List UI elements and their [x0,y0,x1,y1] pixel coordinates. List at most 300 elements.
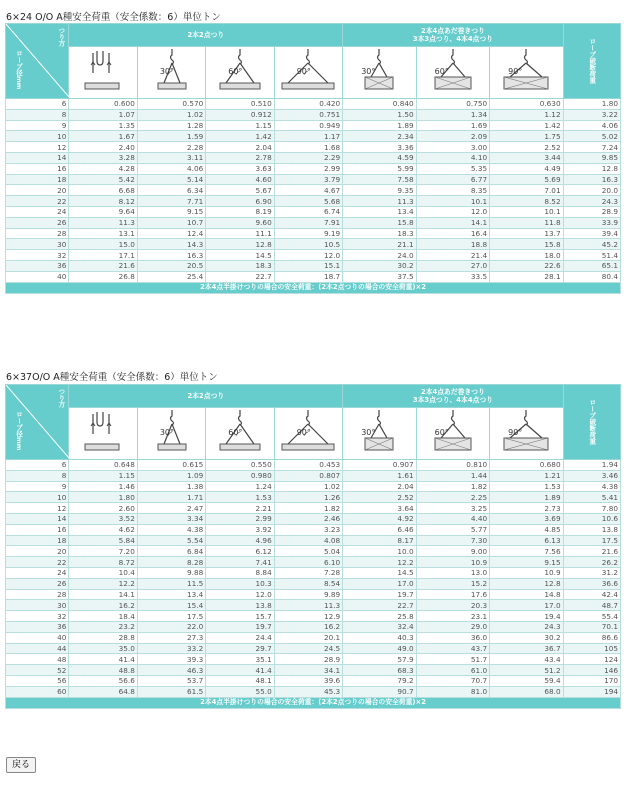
table-cell: 13.8 [563,524,620,535]
table-cell: 24.0 [343,250,416,261]
table-cell: 20.0 [563,185,620,196]
table-cell: 80.4 [563,271,620,282]
table-cell: 5.41 [563,492,620,503]
table-cell: 21.6 [563,546,620,557]
table-cell: 68.0 [490,686,563,697]
table-cell: 2.34 [343,131,416,142]
sling-illustration-4 [343,408,416,460]
table-cell: 56.6 [69,675,137,686]
table-cell: 0.615 [137,460,205,471]
table-cell: 12.0 [274,250,342,261]
table-cell: 0.420 [274,99,342,110]
angle-label: 60° [228,428,243,437]
load-table-6x24 [5,23,621,294]
table-cell: 1.94 [563,460,620,471]
table-cell: 18.3 [343,228,416,239]
table-cell: 40 [6,271,69,282]
table-cell: 5.67 [206,185,274,196]
table-cell: 2.60 [69,503,137,514]
table-cell: 30 [6,239,69,250]
sling-illustration-6 [490,408,563,460]
table-cell: 68.3 [343,665,416,676]
table-row [6,665,621,676]
table-cell: 14 [6,513,69,524]
breaking-load-header: ロープ破断荷重 [563,24,620,99]
table-cell: 3.11 [137,152,205,163]
table-row [6,271,621,282]
table-cell: 13.1 [69,228,137,239]
corner-label-bottom: ロープ径mm [15,50,23,90]
table-cell: 7.24 [563,142,620,153]
table-row [6,470,621,481]
table-cell: 7.56 [490,546,563,557]
table-cell: 1.46 [69,481,137,492]
table-cell: 39.3 [137,654,205,665]
sling-illustration-5 [416,47,489,99]
table-cell: 1.53 [490,481,563,492]
table-cell: 124 [563,654,620,665]
table-row [6,142,621,153]
table-cell: 1.15 [69,470,137,481]
table-cell: 0.750 [416,99,489,110]
table-cell: 17.0 [343,578,416,589]
table-cell: 12.9 [274,611,342,622]
table-cell: 2.28 [137,142,205,153]
table-cell: 15.8 [343,217,416,228]
table-row [6,492,621,503]
table-cell: 49.0 [343,643,416,654]
table-cell: 10.0 [343,546,416,557]
table-row [6,185,621,196]
table-cell: 1.68 [274,142,342,153]
table-cell: 10.9 [490,567,563,578]
table-row [6,600,621,611]
table-row [6,206,621,217]
table-cell: 6 [6,99,69,110]
table-cell: 9.89 [274,589,342,600]
table-cell: 70.1 [563,621,620,632]
table-cell: 1.21 [490,470,563,481]
table-cell: 0.680 [490,460,563,471]
table-cell: 11.3 [69,217,137,228]
table-cell: 14.3 [137,239,205,250]
table-cell: 0.648 [69,460,137,471]
corner-label-bottom: ロープ径mm [15,411,23,451]
table-cell: 0.840 [343,99,416,110]
table-cell: 10.1 [416,196,489,207]
table-cell: 6.68 [69,185,137,196]
table-cell: 16.4 [416,228,489,239]
table-cell: 7.20 [69,546,137,557]
table-cell: 7.28 [274,567,342,578]
table-cell: 1.42 [490,120,563,131]
table-cell: 2.04 [206,142,274,153]
table-cell: 61.0 [416,665,489,676]
table-row [6,152,621,163]
table-cell: 10.4 [69,567,137,578]
group-header-multi [343,24,563,47]
table-cell: 146 [563,665,620,676]
table-cell: 12.2 [343,557,416,568]
table-cell: 8.35 [416,185,489,196]
table-cell: 55.0 [206,686,274,697]
table-cell: 21.6 [69,260,137,271]
table-cell: 1.12 [490,109,563,120]
angle-label: 30° [361,428,376,437]
table-cell: 7.58 [343,174,416,185]
table-cell: 0.630 [490,99,563,110]
table-cell: 5.69 [490,174,563,185]
table-row [6,250,621,261]
table-cell: 1.34 [416,109,489,120]
table-row [6,109,621,120]
table-cell: 0.949 [274,120,342,131]
angle-label: 60° [228,67,243,76]
table-row [6,174,621,185]
table-cell: 0.550 [206,460,274,471]
table-cell: 25.8 [343,611,416,622]
table-cell: 29.7 [206,643,274,654]
group-header-multi [343,385,563,408]
table-cell: 1.07 [69,109,137,120]
angle-label: 30° [159,428,175,437]
table-cell: 26 [6,578,69,589]
table-cell: 24.3 [490,621,563,632]
table-cell: 0.600 [69,99,137,110]
table-footer-note: 2本4点半掛けつりの場合の安全荷重：(2本2点つりの場合の安全荷重)×2 [6,282,621,293]
table-row [6,686,621,697]
table-cell: 13.0 [416,567,489,578]
table-cell: 0.453 [274,460,342,471]
table-cell: 1.80 [563,99,620,110]
table-cell: 8 [6,109,69,120]
table-cell: 9.15 [137,206,205,217]
table-cell: 1.02 [274,481,342,492]
table-cell: 1.09 [137,470,205,481]
table-cell: 1.69 [416,120,489,131]
table-cell: 16.3 [137,250,205,261]
table-cell: 3.44 [490,152,563,163]
table-cell: 4.06 [563,120,620,131]
table-row [6,589,621,600]
table-row [6,546,621,557]
table-cell: 2.73 [490,503,563,514]
table-cell: 3.92 [206,524,274,535]
table-cell: 3.69 [490,513,563,524]
table-cell: 1.17 [274,131,342,142]
table-cell: 18 [6,174,69,185]
angle-label: 90° [508,67,523,76]
table-row [6,503,621,514]
table-cell: 14.1 [416,217,489,228]
table-cell: 8.19 [206,206,274,217]
table-cell: 29.0 [416,621,489,632]
sling-illustration-2 [206,47,274,99]
table-cell: 18.4 [69,611,137,622]
table-cell: 10.9 [416,557,489,568]
table-cell: 3.36 [343,142,416,153]
corner-cell [6,24,69,99]
table-cell: 4.62 [69,524,137,535]
table-cell: 15.8 [490,239,563,250]
table-cell: 2.52 [490,142,563,153]
table-cell: 1.38 [137,481,205,492]
table-cell: 1.53 [206,492,274,503]
table-cell: 12.8 [206,239,274,250]
table-cell: 6.10 [274,557,342,568]
table-cell: 0.510 [206,99,274,110]
table-cell: 6.46 [343,524,416,535]
table-cell: 51.4 [563,250,620,261]
table-cell: 64.8 [69,686,137,697]
table-cell: 8.52 [490,196,563,207]
table-cell: 70.7 [416,675,489,686]
table-row [6,621,621,632]
table-cell: 4.06 [137,163,205,174]
table-cell: 8.84 [206,567,274,578]
table-cell: 1.82 [274,503,342,514]
table-cell: 11.3 [343,196,416,207]
table-cell: 3.23 [274,524,342,535]
table-cell: 1.24 [206,481,274,492]
table-cell: 0.907 [343,460,416,471]
table-cell: 5.84 [69,535,137,546]
table-cell: 33.5 [416,271,489,282]
table-cell: 19.7 [343,589,416,600]
table-cell: 2.46 [274,513,342,524]
table-cell: 13.7 [490,228,563,239]
table-cell: 56 [6,675,69,686]
table-cell: 45.3 [274,686,342,697]
sling-illustration-5 [416,408,489,460]
sling-illustration-4 [343,47,416,99]
table-cell: 4.28 [69,163,137,174]
table-cell: 34.1 [274,665,342,676]
table-cell: 27.0 [416,260,489,271]
table-cell: 4.40 [416,513,489,524]
table-cell: 24 [6,206,69,217]
table-cell: 48.1 [206,675,274,686]
table-cell: 1.89 [343,120,416,131]
table-cell: 9.64 [69,206,137,217]
table-cell: 32.4 [343,621,416,632]
group-header-multi-line2: 3本3点つり、4本4点つり [412,35,493,43]
table-cell: 79.2 [343,675,416,686]
table-cell: 12.8 [490,578,563,589]
table-cell: 1.15 [206,120,274,131]
table-cell: 44 [6,643,69,654]
table-cell: 6.77 [416,174,489,185]
corner-label-top: つり方 [57,27,66,47]
table-cell: 48.8 [69,665,137,676]
table-cell: 3.63 [206,163,274,174]
table-cell: 17.5 [137,611,205,622]
table-cell: 55.4 [563,611,620,622]
table-cell: 17.6 [416,589,489,600]
table-row [6,675,621,686]
table-cell: 21.1 [343,239,416,250]
table-row [6,524,621,535]
table-cell: 52 [6,665,69,676]
table-cell: 33.2 [137,643,205,654]
table-cell: 16 [6,524,69,535]
table-cell: 60 [6,686,69,697]
table-cell: 9.00 [416,546,489,557]
table-cell: 81.0 [416,686,489,697]
table-cell: 194 [563,686,620,697]
table-cell: 36.6 [563,578,620,589]
table-cell: 7.30 [416,535,489,546]
table-cell: 48.7 [563,600,620,611]
table-cell: 22.7 [206,271,274,282]
table-cell: 2.40 [69,142,137,153]
angle-label: 30° [361,67,376,76]
table-cell: 15.0 [69,239,137,250]
table-cell: 8 [6,470,69,481]
table-cell: 3.00 [416,142,489,153]
table-cell: 40 [6,632,69,643]
table-cell: 0.570 [137,99,205,110]
table-cell: 1.50 [343,109,416,120]
table-cell: 4.10 [416,152,489,163]
table-cell: 9.88 [137,567,205,578]
table-cell: 170 [563,675,620,686]
table-cell: 61.5 [137,686,205,697]
table-cell: 32 [6,250,69,261]
table-cell: 5.42 [69,174,137,185]
table-cell: 8.72 [69,557,137,568]
table-cell: 10.5 [274,239,342,250]
table-cell: 3.25 [416,503,489,514]
table-cell: 4.92 [343,513,416,524]
table-cell: 51.7 [416,654,489,665]
table-cell: 27.3 [137,632,205,643]
corner-cell [6,385,69,460]
table-cell: 18.0 [490,250,563,261]
table-cell: 40.3 [343,632,416,643]
table-cell: 30 [6,600,69,611]
table-cell: 2.21 [206,503,274,514]
group-header-multi-line1: 2本4点あだ巻きつり [420,27,485,35]
table-cell: 4.38 [563,481,620,492]
table-cell: 7.71 [137,196,205,207]
angle-label: 60° [434,67,449,76]
table-cell: 0.980 [206,470,274,481]
table-cell: 20.1 [274,632,342,643]
table-cell: 105 [563,643,620,654]
table-cell: 14.5 [206,250,274,261]
group-header-2pt: 2本2点つり [69,385,343,408]
table-cell: 16.3 [563,174,620,185]
table-cell: 4.60 [206,174,274,185]
table1-title: 6×24 O/O A種安全荷重（安全係数：6）単位トン [6,12,221,23]
table-cell: 22 [6,196,69,207]
table-cell: 14.8 [490,589,563,600]
table-cell: 7.41 [206,557,274,568]
sling-illustration-0 [69,47,137,99]
table-cell: 3.52 [69,513,137,524]
table-cell: 18.3 [206,260,274,271]
table-cell: 28.8 [69,632,137,643]
table-cell: 28 [6,228,69,239]
table-cell: 9 [6,120,69,131]
group-header-2pt: 2本2点つり [69,24,343,47]
table-cell: 5.02 [563,131,620,142]
table-cell: 1.59 [137,131,205,142]
back-button[interactable]: 戻る [6,757,36,773]
table-row [6,643,621,654]
table-cell: 1.82 [416,481,489,492]
table-cell: 25.4 [137,271,205,282]
table-cell: 21.4 [416,250,489,261]
corner-label-top: つり方 [57,388,66,408]
table-cell: 1.26 [274,492,342,503]
table-cell: 9.15 [490,557,563,568]
table-cell: 14.5 [343,567,416,578]
table-cell: 14 [6,152,69,163]
table-cell: 13.8 [206,600,274,611]
table-row [6,481,621,492]
table-cell: 1.35 [69,120,137,131]
sling-illustration-3 [274,408,342,460]
table-cell: 8.17 [343,535,416,546]
table-row [6,260,621,271]
table-cell: 2.52 [343,492,416,503]
table-cell: 12.0 [206,589,274,600]
table-row [6,460,621,471]
table-cell: 3.64 [343,503,416,514]
table-cell: 4.49 [490,163,563,174]
table-cell: 6.13 [490,535,563,546]
table-cell: 1.44 [416,470,489,481]
table-cell: 7.01 [490,185,563,196]
table-cell: 86.6 [563,632,620,643]
table-cell: 9.85 [563,152,620,163]
table-cell: 12.2 [69,578,137,589]
table-cell: 19.7 [206,621,274,632]
table-cell: 8.54 [274,578,342,589]
angle-label: 60° [434,428,449,437]
table-cell: 30.2 [343,260,416,271]
table-cell: 19.4 [490,611,563,622]
table-cell: 9.19 [274,228,342,239]
table-cell: 39.4 [563,228,620,239]
table-row [6,99,621,110]
table-cell: 24.5 [274,643,342,654]
table-cell: 16.2 [69,600,137,611]
table-cell: 3.79 [274,174,342,185]
table-cell: 45.2 [563,239,620,250]
table-cell: 15.2 [416,578,489,589]
table-cell: 0.912 [206,109,274,120]
table-cell: 23.2 [69,621,137,632]
table-cell: 15.4 [137,600,205,611]
table-cell: 6 [6,460,69,471]
angle-label: 90° [296,428,311,437]
table-cell: 7.80 [563,503,620,514]
table-cell: 8.28 [137,557,205,568]
table-cell: 10.1 [490,206,563,217]
table-cell: 7.91 [274,217,342,228]
table-cell: 53.7 [137,675,205,686]
table-cell: 10 [6,131,69,142]
table-cell: 37.5 [343,271,416,282]
table-cell: 2.04 [343,481,416,492]
table-cell: 26.8 [69,271,137,282]
angle-label: 90° [508,428,523,437]
table-cell: 24 [6,567,69,578]
table-row [6,654,621,665]
